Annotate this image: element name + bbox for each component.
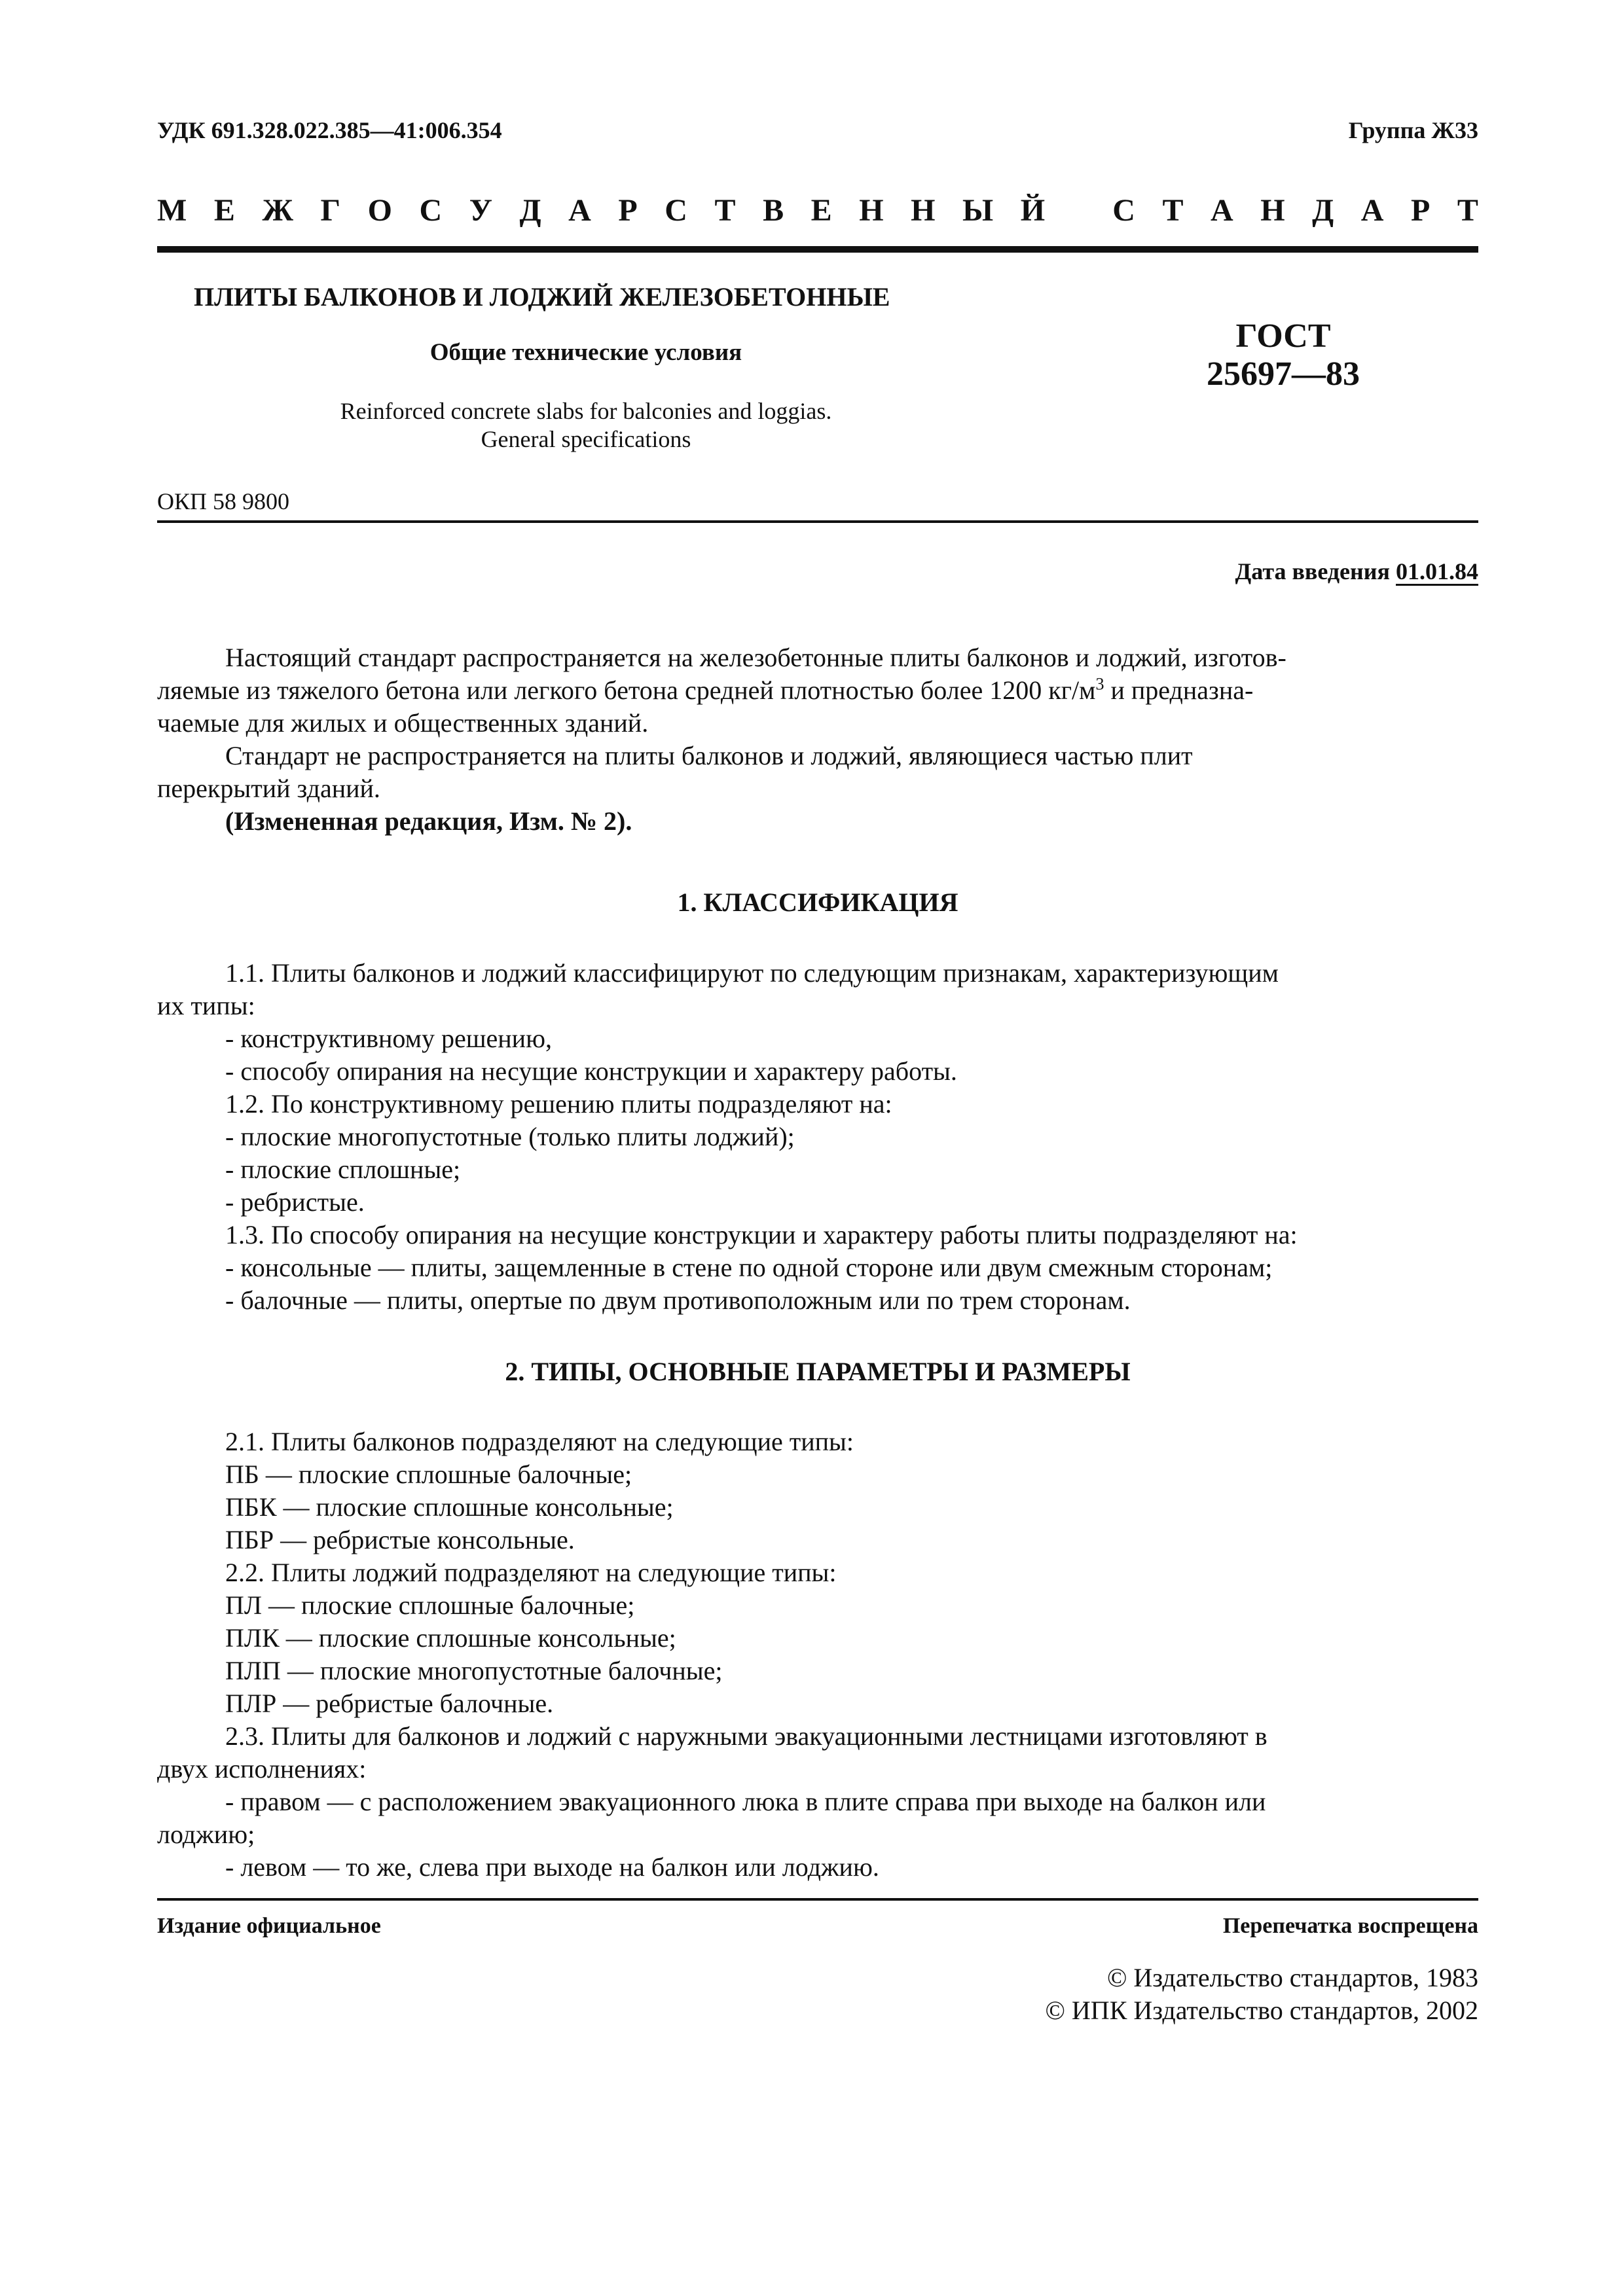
- banner-letter: Н: [859, 193, 884, 228]
- intro-line: Стандарт не распространяется на плиты балконов и лоджий, являющиеся частью плит: [225, 741, 1193, 770]
- list-item: - плоские сплошные;: [225, 1155, 461, 1184]
- banner-letter: С: [1112, 193, 1135, 228]
- list-item: - правом — с расположением эвакуационного люка в плите справа при выходе на балкон или: [225, 1787, 1266, 1816]
- reprint-prohibited: Перепечатка воспрещена: [1222, 1914, 1478, 1938]
- banner-letter: Г: [320, 193, 341, 228]
- type-item: ПБК — плоские сплошные консольные;: [225, 1492, 674, 1522]
- amendment-note: (Измененная редакция, Изм. № 2).: [225, 806, 632, 836]
- type-item: ПЛП — плоские многопустотные балочные;: [225, 1656, 723, 1685]
- intro-line-part: ляемые из тяжелого бетона или легкого бетона средней плотностью более 1200 кг/м: [157, 675, 1096, 705]
- group-code: Группа Ж33: [1348, 117, 1478, 143]
- footer-rule: [157, 1898, 1478, 1901]
- title-rule: [157, 520, 1478, 523]
- type-item: ПЛР — ребристые балочные.: [225, 1689, 554, 1718]
- introduction-date-label: Дата введения: [1235, 558, 1390, 584]
- superscript: 3: [1095, 674, 1104, 694]
- banner-letter: С: [665, 193, 687, 228]
- paragraph-line: 1.2. По конструктивному решению плиты подразделяют на:: [225, 1089, 892, 1119]
- banner-letter: Т: [1457, 193, 1478, 228]
- introduction-date: [1235, 558, 1479, 585]
- banner-letter: М: [157, 193, 187, 228]
- copyright-2002: © ИПК Издательство стандартов, 2002: [1045, 1996, 1478, 2025]
- type-item: ПБ — плоские сплошные балочные;: [225, 1460, 632, 1489]
- banner-letter: В: [763, 193, 784, 228]
- list-item: - конструктивному решению,: [225, 1024, 552, 1053]
- banner-letter: А: [1211, 193, 1233, 228]
- copyright-1983: © Издательство стандартов, 1983: [1106, 1963, 1478, 1992]
- banner-letter: Т: [1162, 193, 1184, 228]
- list-item: - левом — то же, слева при выходе на балкон или лоджию.: [225, 1852, 879, 1882]
- gost-number: 25697—83: [1207, 355, 1360, 393]
- banner-letter: Р: [1410, 193, 1431, 228]
- banner-letter: О: [367, 193, 392, 228]
- banner-letter: Е: [811, 193, 832, 228]
- banner-letter: Р: [618, 193, 638, 228]
- intro-line: чаемые для жилых и общественных зданий.: [157, 708, 649, 738]
- section-2-body: [157, 1426, 1478, 1884]
- paragraph-line: 1.1. Плиты балконов и лоджий классифицируют по следующим признакам, характеризующим: [225, 958, 1279, 988]
- gost-label: ГОСТ: [1235, 317, 1331, 355]
- okp-code: ОКП 58 9800: [157, 488, 290, 514]
- banner-letter: Н: [911, 193, 936, 228]
- list-item: лоджию;: [157, 1820, 255, 1849]
- banner-letter: Ж: [262, 193, 293, 228]
- banner-letter: Ы: [962, 193, 994, 228]
- document-title: ПЛИТЫ БАЛКОНОВ И ЛОДЖИЙ ЖЕЛЕЗОБЕТОННЫЕ: [194, 282, 890, 312]
- paragraph-line: их типы:: [157, 991, 255, 1020]
- intro-section: [157, 641, 1478, 838]
- banner-letter: Д: [1312, 193, 1334, 228]
- type-item: ПЛК — плоские сплошные консольные;: [225, 1623, 676, 1653]
- list-item: - плоские многопустотные (только плиты лоджий);: [225, 1122, 795, 1151]
- intro-line: Настоящий стандарт распространяется на железобетонные плиты балконов и лоджий, изготов-: [225, 643, 1286, 672]
- list-item: - консольные — плиты, защемленные в стене по одной стороне или двум смежным сторонам;: [225, 1253, 1273, 1282]
- banner-gap: [1072, 191, 1085, 230]
- intro-line-part: и предназна-: [1104, 675, 1254, 705]
- list-item: - балочные — плиты, опертые по двум противоположным или по трем сторонам.: [225, 1285, 1131, 1315]
- type-item: ПЛ — плоские сплошные балочные;: [225, 1590, 635, 1620]
- banner-letter: Н: [1260, 193, 1285, 228]
- english-title-line2: General specifications: [481, 426, 691, 452]
- banner-letter: А: [1360, 193, 1384, 228]
- type-item: ПБР — ребристые консольные.: [225, 1525, 575, 1554]
- interstate-standard-banner: [157, 191, 1478, 230]
- banner-letter: С: [419, 193, 443, 228]
- banner-letter: Д: [519, 193, 541, 228]
- section-2-heading: 2. ТИПЫ, ОСНОВНЫЕ ПАРАМЕТРЫ И РАЗМЕРЫ: [505, 1357, 1131, 1386]
- banner-letter: У: [469, 193, 492, 228]
- document-subtitle: Общие технические условия: [429, 339, 742, 366]
- header-thick-rule: [157, 246, 1478, 253]
- english-title-line1: Reinforced concrete slabs for balconies and loggias.: [340, 398, 832, 424]
- banner-letter: А: [568, 193, 591, 228]
- udk-code: УДК 691.328.022.385—41:006.354: [157, 117, 502, 143]
- banner-letter: Й: [1020, 193, 1046, 228]
- list-item: - способу опирания на несущие конструкции и характеру работы.: [225, 1056, 957, 1086]
- banner-letter: Е: [213, 193, 235, 228]
- intro-line: [157, 674, 1478, 707]
- official-edition: Издание официальное: [157, 1914, 381, 1938]
- section-1-body: [157, 957, 1478, 1317]
- paragraph-line: 2.1. Плиты балконов подразделяют на следующие типы:: [225, 1427, 854, 1456]
- list-item: - ребристые.: [225, 1187, 365, 1217]
- banner-letter: Т: [714, 193, 736, 228]
- intro-line: перекрытий зданий.: [157, 774, 380, 803]
- introduction-date-value: 01.01.84: [1396, 558, 1478, 584]
- paragraph-line: 1.3. По способу опирания на несущие конструкции и характеру работы плиты подразделяют на:: [225, 1220, 1298, 1249]
- section-1-heading: 1. КЛАССИФИКАЦИЯ: [677, 888, 958, 917]
- paragraph-line: 2.2. Плиты лоджий подразделяют на следующие типы:: [225, 1558, 837, 1587]
- paragraph-line: двух исполнениях:: [157, 1754, 367, 1784]
- paragraph-line: 2.3. Плиты для балконов и лоджий с наружными эвакуационными лестницами изготовляют в: [225, 1721, 1267, 1751]
